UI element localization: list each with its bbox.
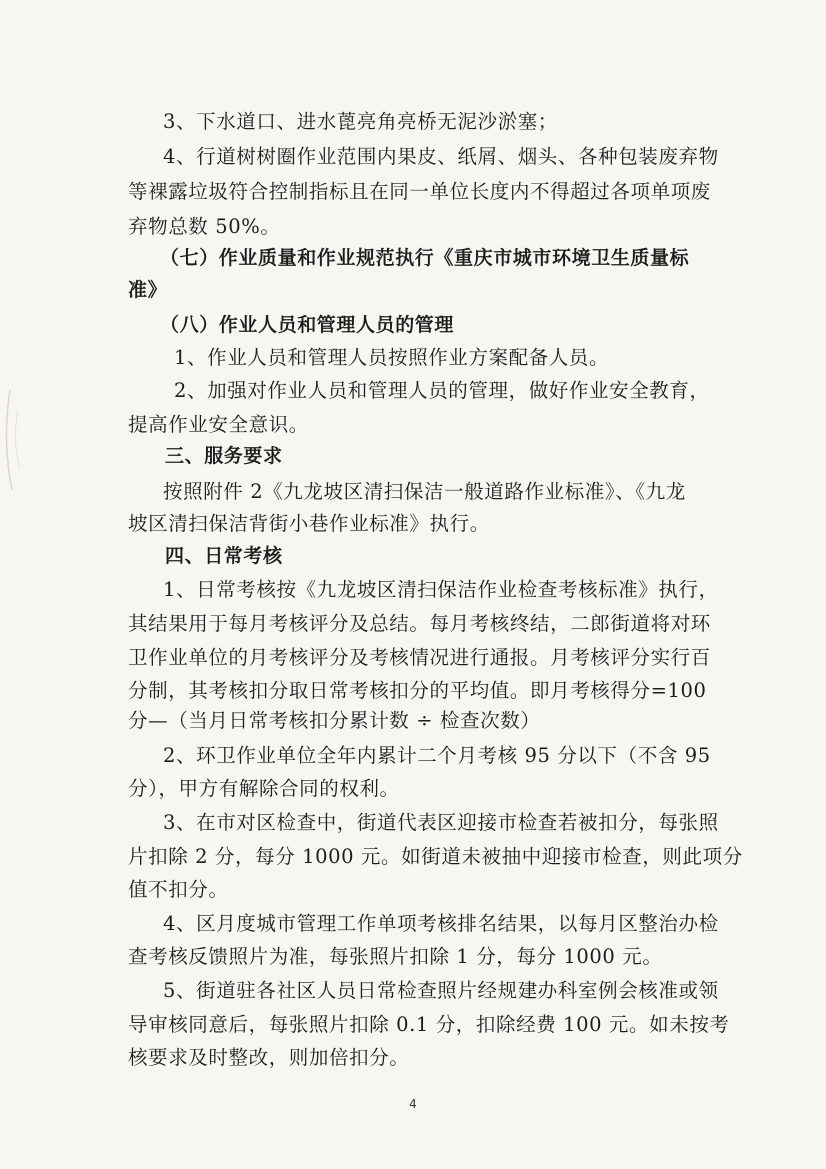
- paragraph-line: 弃物总数 50%。: [128, 215, 281, 238]
- section-heading: 三、服务要求: [165, 445, 283, 467]
- paragraph-line: 查考核反馈照片为准，每张照片扣除 1 分，每分 1000 元。: [128, 945, 663, 968]
- section-heading: 四、日常考核: [165, 545, 283, 567]
- paragraph-line: 导审核同意后，每张照片扣除 0.1 分，扣除经费 100 元。如未按考: [128, 1013, 730, 1036]
- paragraph-line: 1、作业人员和管理人员按照作业方案配备人员。: [174, 346, 610, 369]
- paragraph-line: 4、行道树树圈作业范围内果皮、纸屑、烟头、各种包装废弃物: [163, 145, 719, 168]
- paragraph-line: 3、下水道口、进水蓖亮角亮桥无泥沙淤塞；: [163, 110, 558, 133]
- paragraph-line: 按照附件 2《九龙坡区清扫保洁一般道路作业标准》、《九龙: [163, 480, 686, 503]
- section-heading: （七）作业质量和作业规范执行《重庆市城市环境卫生质量标: [160, 247, 690, 269]
- paragraph-line: 值不扣分。: [128, 878, 229, 901]
- section-heading: （八）作业人员和管理人员的管理: [160, 314, 455, 336]
- paragraph-line: 坡区清扫保洁背街小巷作业标准》执行。: [128, 512, 490, 535]
- paragraph-line: 卫作业单位的月考核评分及考核情况进行通报。月考核评分实行百: [128, 646, 711, 669]
- section-heading: 准》: [128, 279, 168, 301]
- paragraph-line: 5、街道驻各社区人员日常检查照片经规建办科室例会核准或领: [163, 979, 719, 1002]
- paragraph-line: 核要求及时整改，则加倍扣分。: [128, 1046, 410, 1069]
- paragraph-line: 分），甲方有解除合同的权利。: [128, 777, 400, 800]
- scan-shadow: [0, 380, 40, 500]
- page-number: 4: [409, 1097, 417, 1111]
- paragraph-line: 其结果用于每月考核评分及总结。每月考核终结，二郎街道将对环: [128, 612, 711, 635]
- paragraph-line: 分—（当月日常考核扣分累计数 ÷ 检查次数）: [128, 709, 541, 732]
- paragraph-line: 提高作业安全意识。: [128, 413, 309, 436]
- paragraph-line: 分制，其考核扣分取日常考核扣分的平均值。即月考核得分=100: [128, 679, 707, 702]
- paragraph-line: 等裸露垃圾符合控制指标且在同一单位长度内不得超过各项单项废: [128, 180, 711, 203]
- paragraph-line: 2、加强对作业人员和管理人员的管理，做好作业安全教育，: [174, 379, 710, 402]
- paragraph-line: 3、在市对区检查中，街道代表区迎接市检查若被扣分，每张照: [163, 811, 719, 834]
- paragraph-line: 2、环卫作业单位全年内累计二个月考核 95 分以下（不含 95: [163, 744, 711, 767]
- paragraph-line: 片扣除 2 分，每分 1000 元。如街道未被抽中迎接市检查，则此项分: [128, 845, 743, 868]
- paragraph-line: 4、区月度城市管理工作单项考核排名结果，以每月区整治办检: [163, 912, 719, 935]
- paragraph-line: 1、日常考核按《九龙坡区清扫保洁作业检查考核标准》执行，: [163, 578, 719, 601]
